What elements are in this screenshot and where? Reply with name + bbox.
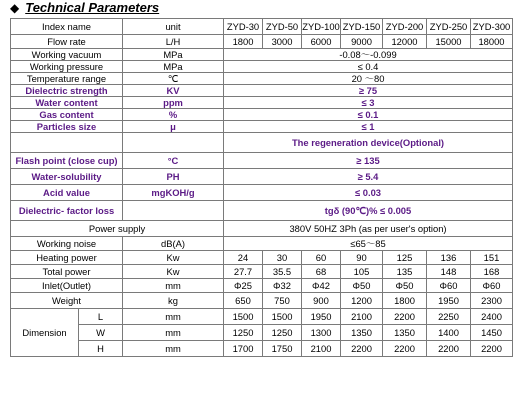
row-value: 2100 [341, 309, 383, 325]
row-value: Φ42 [302, 279, 341, 293]
row-unit: L/H [123, 35, 224, 49]
row-gas-content [11, 109, 513, 121]
row-value: 1200 [341, 293, 383, 309]
row-value: 2200 [383, 309, 427, 325]
row-value: 60 [302, 251, 341, 265]
row-value: 151 [471, 251, 513, 265]
row-value: 30 [263, 251, 302, 265]
row-value: 900 [302, 293, 341, 309]
header-model: ZYD-250 [427, 19, 471, 35]
row-dielectric-factor-loss [11, 201, 513, 221]
row-value: ≥ 75 [224, 85, 513, 97]
header-row [11, 19, 513, 35]
row-value: 750 [263, 293, 302, 309]
header-model: ZYD-50 [263, 19, 302, 35]
row-value: 20 ～80 [224, 73, 513, 85]
row-value: 12000 [383, 35, 427, 49]
row-value: ≤ 0.4 [224, 61, 513, 73]
row-unit: °C [123, 153, 224, 169]
row-value: 35.5 [263, 265, 302, 279]
row-unit: μ [123, 121, 224, 133]
row-label: Working noise [11, 237, 123, 251]
dimension-sub-label: W [79, 325, 123, 341]
row-value: 1250 [263, 325, 302, 341]
row-value: 168 [471, 265, 513, 279]
row-value: 1400 [427, 325, 471, 341]
row-label: Heating power [11, 251, 123, 265]
row-unit: PH [123, 169, 224, 185]
row-unit: mgKOH/g [123, 185, 224, 201]
row-unit: Kw [123, 251, 224, 265]
row-value: 2200 [471, 341, 513, 357]
header-model: ZYD-300 [471, 19, 513, 35]
row-unit: mm [123, 341, 224, 357]
row-label: Power supply [11, 221, 224, 237]
row-value: 135 [383, 265, 427, 279]
row-flow-rate [11, 35, 513, 49]
row-unit: mm [123, 309, 224, 325]
row-working-vacuum [11, 49, 513, 61]
row-unit: mm [123, 325, 224, 341]
row-temperature-range [11, 73, 513, 85]
row-value: 1700 [224, 341, 263, 357]
row-value: Φ25 [224, 279, 263, 293]
row-unit: dB(A) [123, 237, 224, 251]
row-value: ≤65～85 [224, 237, 513, 251]
row-label: Working pressure [11, 61, 123, 73]
row-unit: MPa [123, 61, 224, 73]
row-working-noise [11, 237, 513, 251]
row-value: ≤ 1 [224, 121, 513, 133]
row-value: Φ50 [341, 279, 383, 293]
row-unit: ppm [123, 97, 224, 109]
row-unit: mm [123, 279, 224, 293]
row-flash-point [11, 153, 513, 169]
row-label: Dielectric- factor loss [11, 201, 123, 221]
row-value: ≥ 135 [224, 153, 513, 169]
row-unit: Kw [123, 265, 224, 279]
row-label-empty [11, 133, 123, 153]
row-label: Weight [11, 293, 123, 309]
row-unit: ℃ [123, 73, 224, 85]
row-regeneration [11, 133, 513, 153]
row-value: 1350 [341, 325, 383, 341]
row-value: Φ32 [263, 279, 302, 293]
header-index-name: Index name [11, 19, 123, 35]
row-value: 1800 [383, 293, 427, 309]
row-power-supply [11, 221, 513, 237]
row-value: ≤ 0.03 [224, 185, 513, 201]
row-value: 3000 [263, 35, 302, 49]
row-value: 1350 [383, 325, 427, 341]
row-value: Φ60 [427, 279, 471, 293]
row-value: 2100 [302, 341, 341, 357]
row-value: 2200 [383, 341, 427, 357]
row-water-content [11, 97, 513, 109]
section-header [10, 0, 159, 16]
row-label: Particles size [11, 121, 123, 133]
header-model: ZYD-100 [302, 19, 341, 35]
row-value: 2200 [427, 341, 471, 357]
header-model: ZYD-200 [383, 19, 427, 35]
row-unit: MPa [123, 49, 224, 61]
row-value: 148 [427, 265, 471, 279]
row-value: 2300 [471, 293, 513, 309]
row-dimension-l [11, 309, 513, 325]
row-value: 380V 50HZ 3Ph (as per user's option) [224, 221, 513, 237]
page-title: Technical Parameters [25, 0, 160, 15]
row-value: 2400 [471, 309, 513, 325]
row-value: 68 [302, 265, 341, 279]
row-value: ≤ 0.1 [224, 109, 513, 121]
header-unit: unit [123, 19, 224, 35]
row-value: 1500 [224, 309, 263, 325]
row-dielectric-strength [11, 85, 513, 97]
dimension-sub-label: H [79, 341, 123, 357]
row-value: 105 [341, 265, 383, 279]
row-acid-value [11, 185, 513, 201]
row-unit: % [123, 109, 224, 121]
row-value: 136 [427, 251, 471, 265]
row-value: 1250 [224, 325, 263, 341]
row-label: Inlet(Outlet) [11, 279, 123, 293]
dimension-label: Dimension [11, 309, 79, 357]
row-value: tgδ (90℃)% ≤ 0.005 [224, 201, 513, 221]
row-label: Dielectric strength [11, 85, 123, 97]
row-total-power [11, 265, 513, 279]
row-value: Φ60 [471, 279, 513, 293]
row-inlet-outlet [11, 279, 513, 293]
row-unit: KV [123, 85, 224, 97]
row-value: 1450 [471, 325, 513, 341]
row-value: 27.7 [224, 265, 263, 279]
row-value: 1300 [302, 325, 341, 341]
row-value: 650 [224, 293, 263, 309]
row-label: Flash point (close cup) [11, 153, 123, 169]
row-label: Flow rate [11, 35, 123, 49]
row-value: 9000 [341, 35, 383, 49]
row-unit-empty [123, 133, 224, 153]
row-value: 6000 [302, 35, 341, 49]
row-value: 1800 [224, 35, 263, 49]
regeneration-heading: The regeneration device(Optional) [224, 133, 513, 153]
row-value: 2250 [427, 309, 471, 325]
row-value: 15000 [427, 35, 471, 49]
row-working-pressure [11, 61, 513, 73]
row-unit [123, 201, 224, 221]
row-value: 1750 [263, 341, 302, 357]
row-label: Acid value [11, 185, 123, 201]
row-value: 1950 [302, 309, 341, 325]
row-label: Water-solubility [11, 169, 123, 185]
row-label: Water content [11, 97, 123, 109]
diamond-bullet-icon: ◆ [10, 1, 20, 15]
row-value: 24 [224, 251, 263, 265]
row-label: Temperature range [11, 73, 123, 85]
row-value: ≥ 5.4 [224, 169, 513, 185]
row-value: 1500 [263, 309, 302, 325]
row-value: 125 [383, 251, 427, 265]
row-value: ≤ 3 [224, 97, 513, 109]
row-label: Gas content [11, 109, 123, 121]
row-weight [11, 293, 513, 309]
row-dimension-w [11, 325, 513, 341]
row-value: 90 [341, 251, 383, 265]
row-particles-size [11, 121, 513, 133]
row-water-solubility [11, 169, 513, 185]
header-model: ZYD-30 [224, 19, 263, 35]
header-model: ZYD-150 [341, 19, 383, 35]
technical-parameters-table [10, 18, 513, 357]
row-value: 2200 [341, 341, 383, 357]
row-value: 1950 [427, 293, 471, 309]
row-dimension-h [11, 341, 513, 357]
row-unit: kg [123, 293, 224, 309]
dimension-sub-label: L [79, 309, 123, 325]
row-label: Working vacuum [11, 49, 123, 61]
row-value: 18000 [471, 35, 513, 49]
row-value: -0.08～-0.099 [224, 49, 513, 61]
row-heating-power [11, 251, 513, 265]
row-value: Φ50 [383, 279, 427, 293]
row-label: Total power [11, 265, 123, 279]
